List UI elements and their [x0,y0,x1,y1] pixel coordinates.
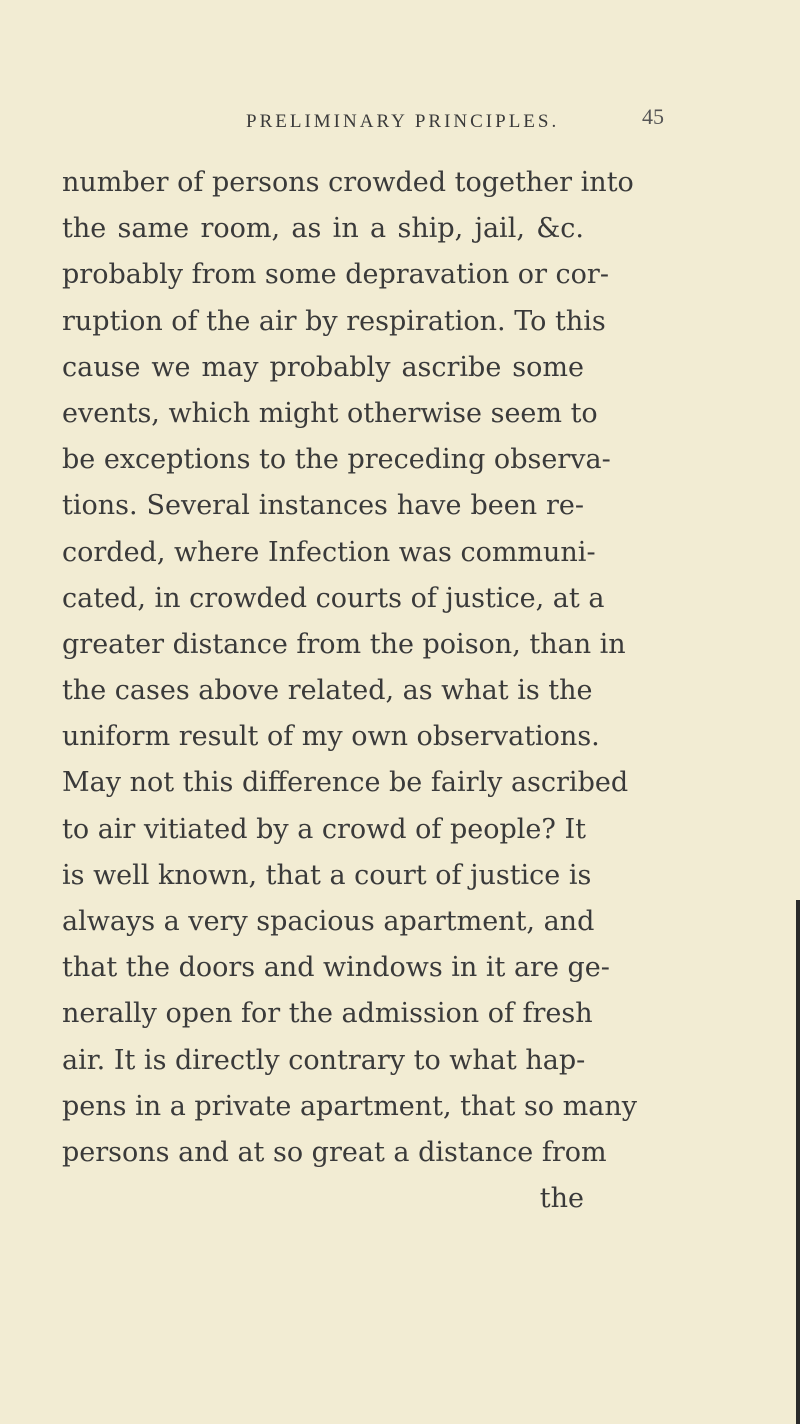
text-line: that the doors and windows in it are ge- [62,952,610,984]
text-line: number of persons crowded together into [62,167,634,198]
text-line: air. It is directly contrary to what hap- [62,1044,586,1076]
text-line: pens in a private apartment, that so many [62,1090,637,1122]
text-line: nerally open for the admission of fresh [62,998,593,1030]
text-line: uniform result of my own observations. [62,721,600,753]
text-line: May not this difference be fairly ascribed [62,767,629,799]
text-line: tions. Several instances have been re- [62,490,584,522]
text-line: greater distance from the poison, than in [62,628,626,660]
text-line: corded, where Infection was communi- [62,536,596,568]
text-line: events, which might otherwise seem to [62,397,598,429]
text-line: the cases above related, as what is the [62,675,593,707]
running-head: PRELIMINARY PRINCIPLES. [246,111,560,132]
text-line: cause we may probably ascribe some [62,351,584,383]
body-text [62,160,637,1222]
page-number: 45 [642,104,664,129]
text-line: is well known, that a court of justice is [62,859,592,891]
text-line: be exceptions to the preceding observa- [62,444,611,476]
text-line: the same room, as in a ship, jail, &c. [62,213,584,245]
text-line: to air vitiated by a crowd of people? It [62,813,586,845]
catchword: the [539,1183,584,1215]
text-line: always a very spacious apartment, and [62,906,595,937]
text-line: probably from some depravation or cor- [62,259,609,291]
text-line: persons and at so great a distance from [62,1136,607,1168]
text-line: cated, in crowded courts of justice, at a [62,582,605,614]
text-line: ruption of the air by respiration. To this [62,305,606,337]
page-edge-shadow [796,900,800,1424]
